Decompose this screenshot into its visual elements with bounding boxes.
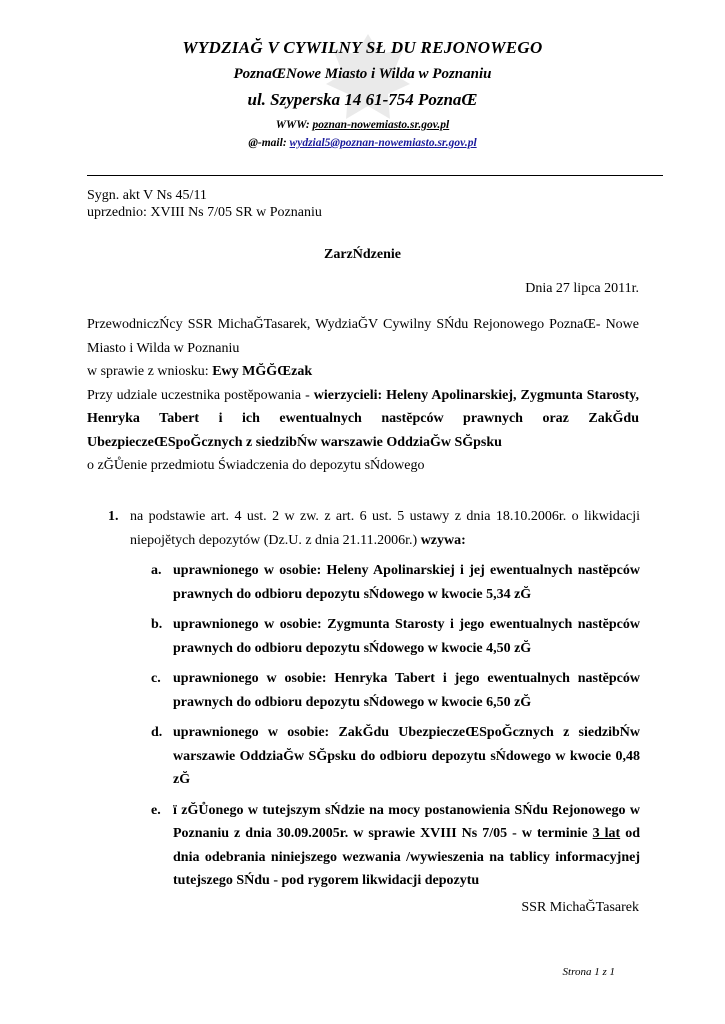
- participants-prefix: Przy udziale uczestnika postĕpowania -: [87, 387, 310, 403]
- judge-line: PrzewodniczŃcy SSR MichaĞTasarek, WydziaĞV Cywilny SŃdu Rejonowego PoznaŒ‐ Nowe Miasto i Wilda w Poznaniu: [87, 317, 639, 356]
- sub-item-text: uprawnionego w osobie: Heleny Apolinarskiej i jej ewentualnych nastĕpców prawnych do odbioru depozytu sŃdowego w kwocie 5,34 zĞ: [173, 563, 640, 602]
- sub-item-letter: d.: [151, 725, 163, 740]
- sub-item-text: uprawnionego w osobie: Zygmunta Starosty i jego ewentualnych nastĕpców prawnych do odbioru depozytu sŃdowego w kwocie 4,50 zĞ: [173, 617, 640, 656]
- website-line: [0, 119, 725, 131]
- court-division-title: WYDZIAĞ V CYWILNY SŁ DU REJONOWEGO: [182, 38, 543, 57]
- order-item-number: 1.: [108, 509, 119, 524]
- sub-item-a: [87, 559, 640, 606]
- subject-line: o zĞŮenie przedmiotu Świadczenia do depozytu sŃdowego: [87, 458, 425, 473]
- letterhead: [0, 38, 725, 149]
- document-title: ZarzŃdzenie: [324, 247, 401, 262]
- sub-item-text-cont: od dnia odebrania niniejszego wezwania /wywieszenia na tablicy informacyjnej tutejszego SŃdu - pod rygorem likwidacji depozytu: [173, 826, 640, 888]
- signer-name: SSR MichaĞTasarek: [521, 900, 639, 915]
- case-signature: Sygn. akt V Ns 45/11: [87, 188, 207, 203]
- order-item-verb: wzywa:: [420, 532, 466, 548]
- case-reference: [87, 187, 322, 221]
- sub-item-letter: c.: [151, 671, 161, 686]
- email-line: [0, 137, 725, 149]
- email-label: @-mail:: [248, 137, 287, 149]
- court-name: PoznaŒNowe Miasto i Wilda w Poznaniu: [233, 66, 492, 82]
- participants-list: wierzycieli: Heleny Apolinarskiej, Zygmunta Starosty, Henryka Tabert i ich ewentualnych nastĕpców prawnych oraz ZakĞdu UbezpieczeŒSpoĞcznych z siedzibŃw warszawie OddziaĞw SĞpsku: [87, 387, 640, 450]
- order-list: [87, 505, 640, 893]
- sub-item-e: [87, 799, 640, 893]
- page-number: Strona 1 z 1: [562, 966, 615, 978]
- case-previous: uprzednio: XVIII Ns 7/05 SR w Poznaniu: [87, 205, 322, 220]
- email-link[interactable]: wydzial5@poznan-nowemiasto.sr.gov.pl: [289, 137, 477, 149]
- applicant-name: Ewy MĞĞŒzak: [212, 364, 313, 379]
- sub-item-text: ï zĞŮonego w tutejszym sŃdzie na mocy postanowienia SŃdu Rejonowego w Poznaniu z dnia 30.09.2005r. w sprawie XVIII Ns 7/05 - w terminie: [173, 802, 640, 841]
- document-date: Dnia 27 lipca 2011r.: [525, 281, 639, 296]
- sub-item-letter: a.: [151, 563, 162, 578]
- document-intro: [87, 313, 639, 478]
- matter-line: [87, 360, 639, 384]
- order-item-1: [87, 505, 640, 552]
- sub-item-b: [87, 613, 640, 660]
- sub-item-letter: e.: [151, 802, 161, 818]
- order-item-text: na podstawie art. 4 ust. 2 w zw. z art. 6 ust. 5 ustawy z dnia 18.10.2006r. o likwidacji niepojĕtych depozytów (Dz.U. z dnia 21.11.2006r.): [130, 509, 640, 548]
- sub-item-letter: b.: [151, 617, 163, 632]
- website-label: WWW:: [275, 119, 310, 131]
- matter-prefix: w sprawie z wniosku:: [87, 364, 209, 379]
- sub-item-text: uprawnionego w osobie: Henryka Tabert i jego ewentualnych nastĕpców prawnych do odbioru depozytu sŃdowego w kwocie 6,50 zĞ: [173, 671, 640, 710]
- sub-item-d: [87, 721, 640, 792]
- sub-item-text: uprawnionego w osobie: ZakĞdu UbezpieczeŒSpoĞcznych z siedzibŃw warszawie OddziaĞw SĞpsku do odbioru depozytu sŃdowego w kwocie 0,48 zĞ: [173, 725, 640, 787]
- sub-item-c: [87, 667, 640, 714]
- header-divider: [87, 175, 663, 176]
- deadline-term: 3 lat: [592, 826, 621, 841]
- court-address: ul. Szyperska 14 61-754 PoznaŒ: [247, 90, 478, 109]
- participants-line: [87, 384, 639, 455]
- website-link[interactable]: poznan-nowemiasto.sr.gov.pl: [312, 119, 450, 131]
